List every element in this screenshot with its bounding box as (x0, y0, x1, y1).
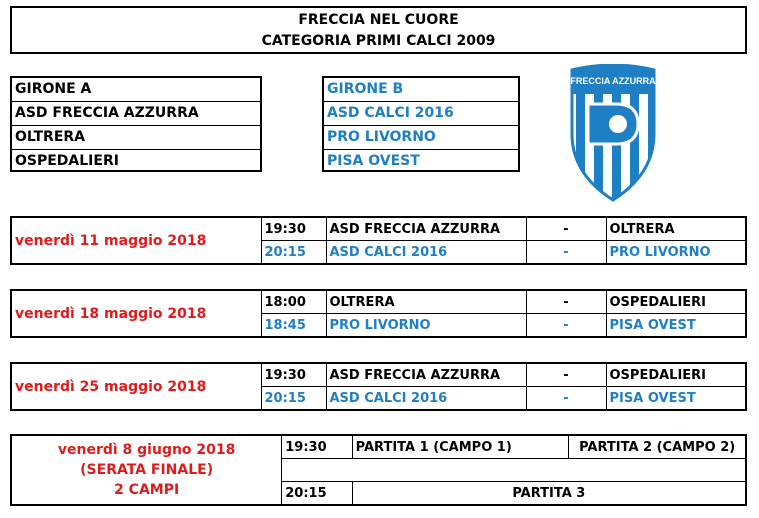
final-match-3: PARTITA 3 (352, 482, 746, 506)
match-day-table (10, 216, 747, 265)
home-team: ASD FRECCIA AZZURRA (326, 363, 526, 387)
shield-logo-icon (568, 64, 658, 202)
final-table (10, 434, 747, 506)
match-time: 19:30 (261, 217, 326, 241)
header-subtitle: CATEGORIA PRIMI CALCI 2009 (261, 33, 496, 49)
table-row (11, 435, 746, 459)
final-match-1: PARTITA 1 (CAMPO 1) (352, 435, 569, 459)
header-title: FRECCIA NEL CUORE (298, 12, 459, 28)
match-day-table (10, 362, 747, 411)
table-row (11, 217, 746, 241)
separator: - (526, 217, 606, 241)
match-time: 19:30 (282, 435, 352, 459)
final-date: venerdì 8 giugno 2018 (57, 442, 236, 458)
home-team: OLTRERA (326, 290, 526, 314)
logo-text: FRECCIA AZZURRA (570, 76, 656, 86)
match-time: 18:00 (261, 290, 326, 314)
girone-a-team: ASD FRECCIA AZZURRA (12, 102, 260, 126)
separator: - (526, 363, 606, 387)
final-match-2: PARTITA 2 (CAMPO 2) (569, 435, 746, 459)
final-campi: 2 CAMPI (114, 482, 180, 498)
final-date-cell (11, 435, 282, 505)
away-team: PISA OVEST (606, 387, 746, 411)
match-date: venerdì 18 maggio 2018 (11, 290, 261, 337)
match-day-table (10, 289, 747, 338)
away-team: OSPEDALIERI (606, 363, 746, 387)
table-row (11, 290, 746, 314)
home-team: PRO LIVORNO (326, 314, 526, 338)
girone-a-team: OSPEDALIERI (15, 153, 119, 169)
girone-b-team: ASD CALCI 2016 (324, 102, 518, 126)
girone-b-team: PISA OVEST (327, 153, 420, 169)
header-box (10, 6, 747, 54)
away-team: OLTRERA (606, 217, 746, 241)
separator: - (526, 387, 606, 411)
match-time: 20:15 (282, 482, 352, 506)
match-time: 20:15 (261, 387, 326, 411)
home-team: ASD CALCI 2016 (326, 241, 526, 265)
table-row (11, 363, 746, 387)
away-team: PISA OVEST (606, 314, 746, 338)
girone-b-title: GIRONE B (324, 78, 518, 102)
final-subtitle: (SERATA FINALE) (80, 462, 214, 478)
away-team: OSPEDALIERI (606, 290, 746, 314)
girone-a-box (10, 76, 262, 172)
away-team: PRO LIVORNO (606, 241, 746, 265)
club-logo (568, 64, 658, 202)
girone-a-team: OLTRERA (12, 126, 260, 150)
match-time: 19:30 (261, 363, 326, 387)
separator: - (526, 290, 606, 314)
separator: - (526, 314, 606, 338)
home-team: ASD CALCI 2016 (326, 387, 526, 411)
girone-a-title: GIRONE A (12, 78, 260, 102)
match-date: venerdì 25 maggio 2018 (11, 363, 261, 410)
match-date: venerdì 11 maggio 2018 (11, 217, 261, 264)
home-team: ASD FRECCIA AZZURRA (326, 217, 526, 241)
separator: - (526, 241, 606, 265)
match-time: 20:15 (261, 241, 326, 265)
girone-b-team: PRO LIVORNO (324, 126, 518, 150)
empty-row (282, 459, 746, 482)
match-time: 18:45 (261, 314, 326, 338)
girone-b-box (322, 76, 520, 172)
